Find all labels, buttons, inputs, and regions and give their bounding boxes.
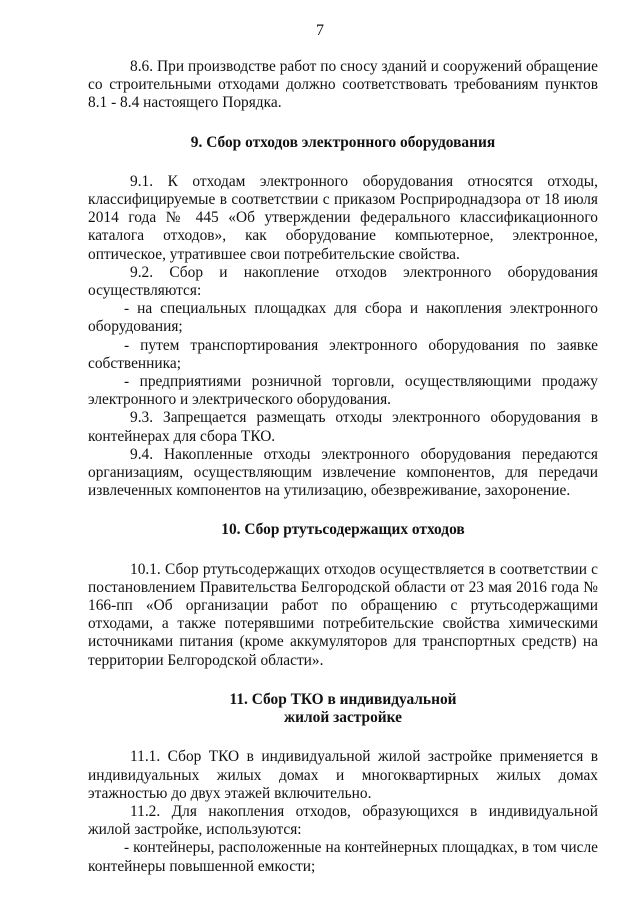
list-item-9-2-1: - на специальных площадках для сбора и накопления электронного оборудования; xyxy=(88,300,598,336)
heading-section-10: 10. Сбор ртутьсодержащих отходов xyxy=(221,521,465,539)
paragraph-11-1: 11.1. Сбор ТКО в индивидуальной жилой застройке применяется в индивидуальных жилых домах и многоквартирных жилых домах этажностью до двух этажей включительно. xyxy=(88,748,598,802)
paragraph-10-1: 10.1. Сбор ртутьсодержащих отходов осуществляется в соответствии с постановлением Правительства Белгородской области от 23 мая 2016 года № 166-пп «Об организации работ по обращению с ртутьсодержащими отходами, а также потерявшими потребительские свойства химическими источниками питания (кроме аккумуляторов для транспортных средств) на территории Белгородской области». xyxy=(88,560,598,669)
list-item-9-2-3: - предприятиями розничной торговли, осуществляющими продажу электронного и электрического оборудования. xyxy=(88,373,598,409)
heading-section-11-line-2: жилой застройке xyxy=(284,709,402,727)
paragraph-11-2: 11.2. Для накопления отходов, образующихся в индивидуальной жилой застройке, используются: xyxy=(88,802,598,839)
paragraph-8-6: 8.6. При производстве работ по сносу зданий и сооружений обращение со строительными отходами должно соответствовать требованиям пунктов 8.1 - 8.4 настоящего Порядка. xyxy=(88,58,598,112)
list-item-11-2-1: - контейнеры, расположенные на контейнерных площадках, в том числе контейнеры повышенной емкости; xyxy=(88,839,598,875)
heading-section-11-line-1: 11. Сбор ТКО в индивидуальной xyxy=(229,690,457,708)
page-number: 7 xyxy=(316,22,324,39)
paragraph-9-1: 9.1. К отходам электронного оборудования относятся отходы, классифицируемые в соответствии с приказом Росприроднадзора от 18 июля 2014 года № 445 «Об утверждении федерального классификационного каталога отходов», как оборудование компьютерное, электронное, оптическое, утратившее свои потребительские свойства. xyxy=(88,172,598,263)
heading-section-9: 9. Сбор отходов электронного оборудования xyxy=(190,133,496,151)
paragraph-9-2: 9.2. Сбор и накопление отходов электронного оборудования осуществляются: xyxy=(88,263,598,300)
document-body xyxy=(88,58,598,876)
paragraph-9-4: 9.4. Накопленные отходы электронного оборудования передаются организациям, осуществляющим извлечение компонентов, для передачи извлеченных компонентов на утилизацию, обезвреживание, захоронение. xyxy=(88,445,598,500)
paragraph-9-3: 9.3. Запрещается размещать отходы электронного оборудования в контейнерах для сбора ТКО. xyxy=(88,409,598,445)
list-item-9-2-2: - путем транспортирования электронного оборудования по заявке собственника; xyxy=(88,336,598,372)
